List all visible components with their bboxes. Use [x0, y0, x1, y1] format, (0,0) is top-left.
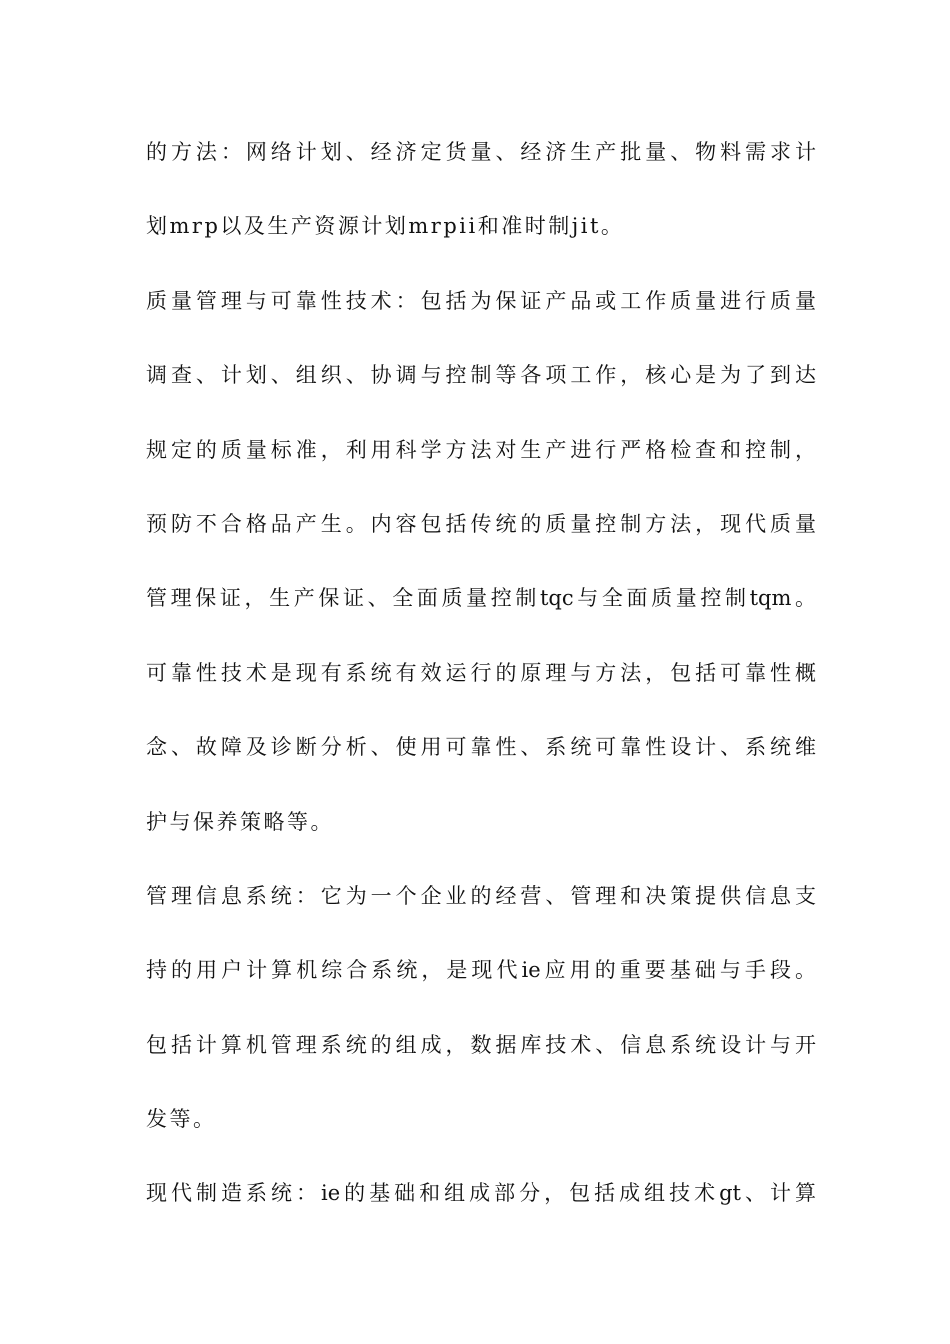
- text-line: 的方法：网络计划、经济定货量、经济生产批量、物料需求计: [146, 140, 816, 164]
- text-line: 管理保证，生产保证、全面质量控制tqc与全面质量控制tqm。: [146, 586, 816, 611]
- text-line: 质量管理与可靠性技术：包括为保证产品或工作质量进行质量: [146, 288, 816, 313]
- text-line: 念、故障及诊断分析、使用可靠性、系统可靠性设计、系统维: [146, 735, 816, 760]
- body-text: [146, 130, 816, 1246]
- text-line: 调查、计划、组织、协调与控制等各项工作，核心是为了到达: [146, 363, 816, 388]
- text-line: 发等。: [146, 1107, 217, 1132]
- text-line: 预防不合格品产生。内容包括传统的质量控制方法，现代质量: [146, 511, 816, 536]
- text-line: 护与保养策略等。: [146, 809, 334, 834]
- text-line: 管理信息系统：它为一个企业的经营、管理和决策提供信息支: [146, 883, 816, 908]
- text-line: 规定的质量标准，利用科学方法对生产进行严格检查和控制，: [146, 437, 816, 462]
- text-line: 现代制造系统：ie的基础和组成部分，包括成组技术gt、计算: [146, 1181, 816, 1206]
- text-line: 持的用户计算机综合系统，是现代ie应用的重要基础与手段。: [146, 958, 816, 983]
- text-line: 包括计算机管理系统的组成，数据库技术、信息系统设计与开: [146, 1032, 816, 1057]
- text-line: 划mrp以及生产资源计划mrpii和准时制jit。: [146, 214, 625, 239]
- text-line: 可靠性技术是现有系统有效运行的原理与方法，包括可靠性概: [146, 660, 816, 685]
